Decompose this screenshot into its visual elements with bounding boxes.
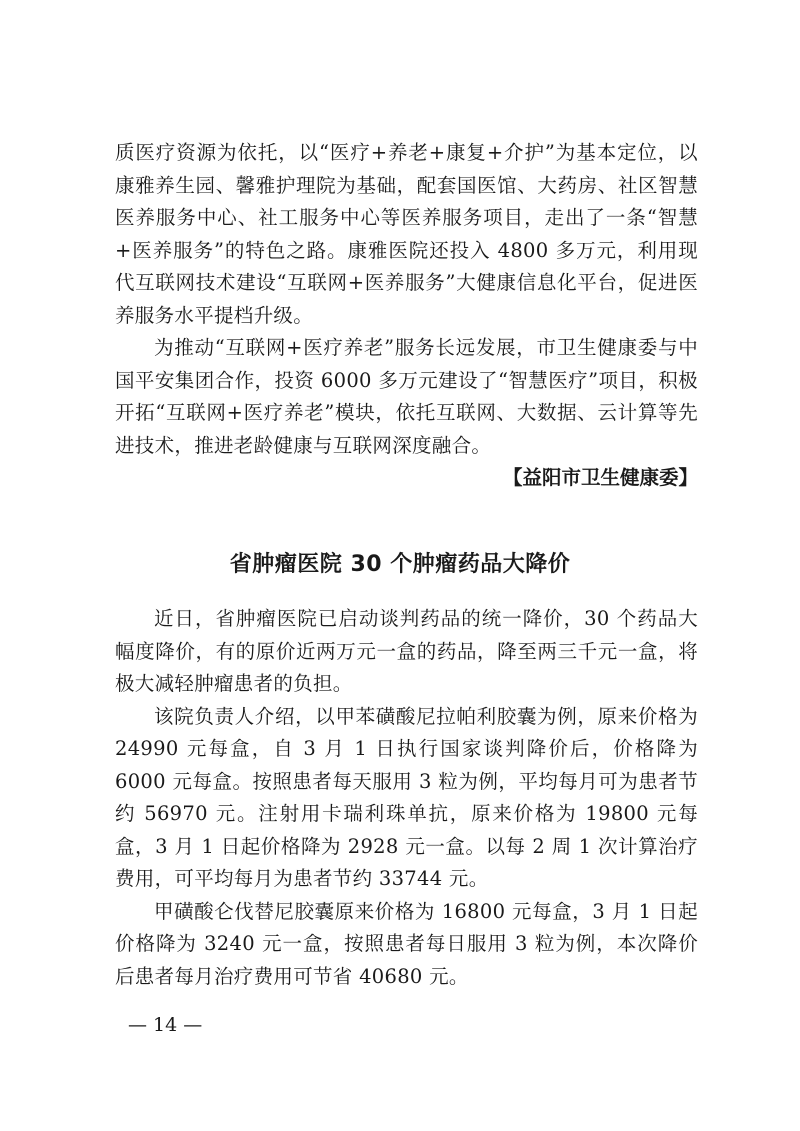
article1-source: 【益阳市卫生健康委】 bbox=[502, 466, 698, 489]
article1-paragraph-2: 为推动“互联网+医疗养老”服务长远发展，市卫生健康委与中国平安集团合作，投资 6000 多万元建设了“智慧医疗”项目，积极开拓“互联网+医疗养老”模块，依托互联网、大数据、云计算等先进技术，推进老龄健康与互联网深度融合。 bbox=[115, 336, 698, 457]
article2-paragraph-3: 甲磺酸仑伐替尼胶囊原来价格为 16800 元每盒，3 月 1 日起价格降为 3240 元一盒，按照患者每日服用 3 粒为例，本次降价后患者每月治疗费用可节省 40680 元。 bbox=[115, 899, 698, 988]
article2-body bbox=[115, 603, 698, 993]
article-continued bbox=[115, 137, 698, 495]
page-number: — 14 — bbox=[128, 1014, 203, 1036]
article2-title: 省肿瘤医院 30 个肿瘤药品大降价 bbox=[229, 552, 571, 577]
article1-paragraph-1: 质医疗资源为依托，以“医疗+养老+康复+介护”为基本定位，以康雅养生园、馨雅护理院为基础，配套国医馆、大药房、社区智慧医养服务中心、社工服务中心等医养服务项目，走出了一条“智慧+医养服务”的特色之路。康雅医院还投入 4800 多万元，利用现代互联网技术建设“互联网+医养服务”大健康信息化平台，促进医养服务水平提档升级。 bbox=[115, 141, 698, 327]
article2-paragraph-1: 近日，省肿瘤医院已启动谈判药品的统一降价，30 个药品大幅度降价，有的原价近两万元一盒的药品，降至两三千元一盒，将极大减轻肿瘤患者的负担。 bbox=[115, 607, 698, 695]
article2-paragraph-2: 该院负责人介绍，以甲苯磺酸尼拉帕利胶囊为例，原来价格为 24990 元每盒，自 3 月 1 日执行国家谈判降价后，价格降为 6000 元每盒。按照患者每天服用 3 粒为例，平均每月可为患者节约 56970 元。注射用卡瑞利珠单抗，原来价格为 19800 元每盒，3 月 1 日起价格降为 2928 元一盒。以每 2 周 1 次计算治疗费用，可平均每月为患者节约 33744 元。 bbox=[115, 704, 698, 890]
